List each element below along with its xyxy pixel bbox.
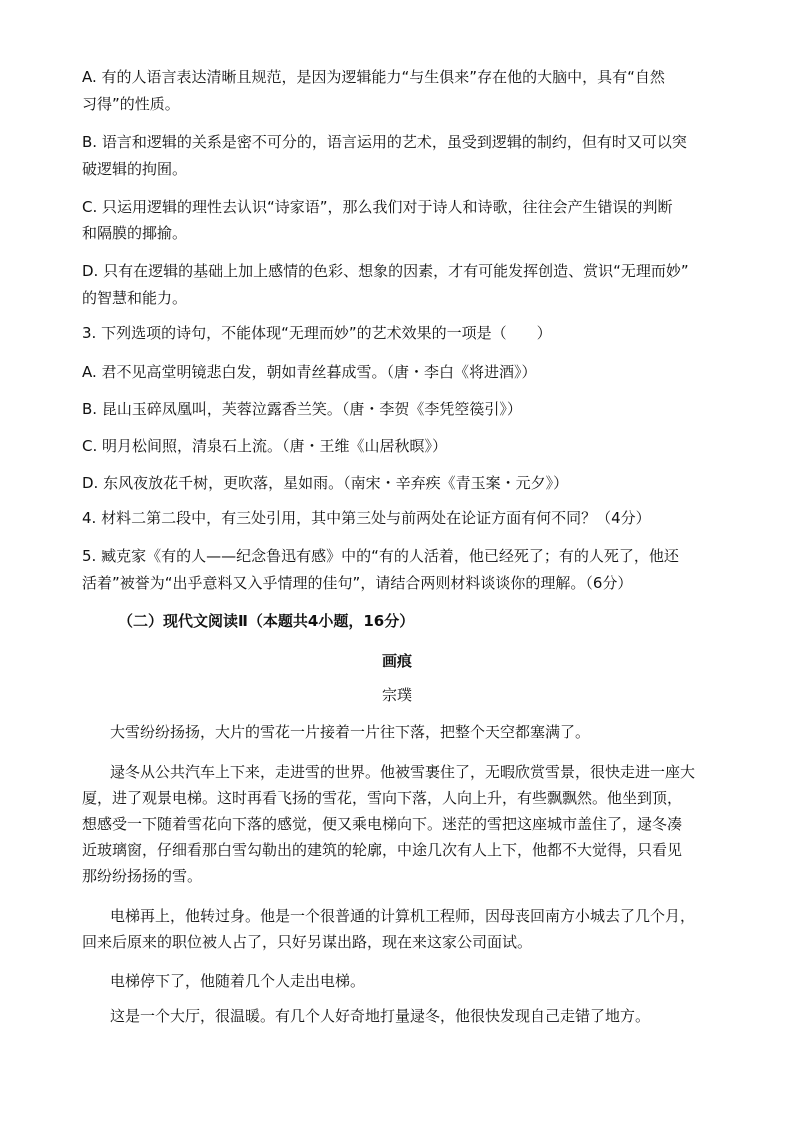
story-paragraph-2-line-4: 近玻璃窗，仔细看那白雪勾勒出的建筑的轮廓，中途几次有人上下，他都不大觉得，只看见 (82, 841, 683, 859)
option-c-line-1: C. 只运用逻辑的理性去认识“诗家语”，那么我们对于诗人和诗歌，往往会产生错误的判断 (82, 198, 673, 216)
story-paragraph-1: 大雪纷纷扬扬，大片的雪花一片接着一片往下落，把整个天空都塞满了。 (110, 723, 591, 741)
story-paragraph-4: 电梯停下了，他随着几个人走出电梯。 (110, 972, 366, 990)
story-paragraph-2-line-3: 想感受一下随着雪花向下落的感觉，便又乘电梯向下。迷茫的雪把这座城市盖住了，逯冬凑 (82, 815, 683, 833)
question-3-option-d: D. 东风夜放花千树，更吹落，星如雨。（南宋・辛弃疾《青玉案・元夕》） (82, 474, 569, 492)
option-b-line-2: 破逻辑的拘囿。 (82, 160, 188, 178)
option-a-line-1: A. 有的人语言表达清晰且规范，是因为逻辑能力“与生俱来”存在他的大脑中，具有“自然 (82, 68, 665, 86)
question-3-option-c: C. 明月松间照，清泉石上流。（唐・王维《山居秋暝》） (82, 437, 448, 455)
story-paragraph-2-line-1: 逯冬从公共汽车上下来，走进雪的世界。他被雪裹住了，无暇欣赏雪景，很快走进一座大 (110, 763, 696, 781)
story-title: 画痕 (381, 652, 412, 670)
option-d-line-1: D. 只有在逻辑的基础上加上感情的色彩、想象的因素，才有可能发挥创造、赏识“无理而妙” (82, 262, 689, 280)
question-4: 4. 材料二第二段中，有三处引用，其中第三处与前两处在论证方面有何不同？（4分） (82, 509, 651, 527)
story-paragraph-5: 这是一个大厅，很温暖。有几个人好奇地打量逯冬，他很快发现自己走错了地方。 (110, 1007, 651, 1025)
option-d-line-2: 的智慧和能力。 (82, 289, 188, 307)
story-author: 宗璞 (381, 686, 412, 704)
question-3-option-b: B. 昆山玉碎凤凰叫，芙蓉泣露香兰笑。（唐・李贺《李凭箜篌引》） (82, 400, 522, 418)
story-paragraph-2-line-5: 那纷纷扬扬的雪。 (82, 867, 203, 885)
section-heading: （二）现代文阅读Ⅱ（本题共4小题，16分） (118, 612, 415, 630)
option-a-line-2: 习得”的性质。 (82, 95, 180, 113)
option-c-line-2: 和隔膜的揶揄。 (82, 224, 188, 242)
option-b-line-1: B. 语言和逻辑的关系是密不可分的，语言运用的艺术，虽受到逻辑的制约，但有时又可以突 (82, 133, 687, 151)
question-5-line-1: 5. 臧克家《有的人——纪念鲁迅有感》中的“有的人活着，他已经死了；有的人死了，他还 (82, 547, 679, 565)
question-5-line-2: 活着”被誉为“出乎意料又入乎情理的佳句”，请结合两则材料谈谈你的理解。（6分） (82, 574, 633, 592)
story-paragraph-3-line-1: 电梯再上，他转过身。他是一个很普通的计算机工程师，因母丧回南方小城去了几个月， (110, 907, 696, 925)
question-3-stem: 3. 下列选项的诗句，不能体现“无理而妙”的艺术效果的一项是（ ） (82, 324, 552, 342)
story-paragraph-2-line-2: 厦，进了观景电梯。这时再看飞扬的雪花，雪向下落，人向上升，有些飘飘然。他坐到顶， (82, 789, 683, 807)
story-paragraph-3-line-2: 回来后原来的职位被人占了，只好另谋出路，现在来这家公司面试。 (82, 933, 533, 951)
question-3-option-a: A. 君不见高堂明镜悲白发，朝如青丝暮成雪。（唐・李白《将进酒》） (82, 363, 537, 381)
